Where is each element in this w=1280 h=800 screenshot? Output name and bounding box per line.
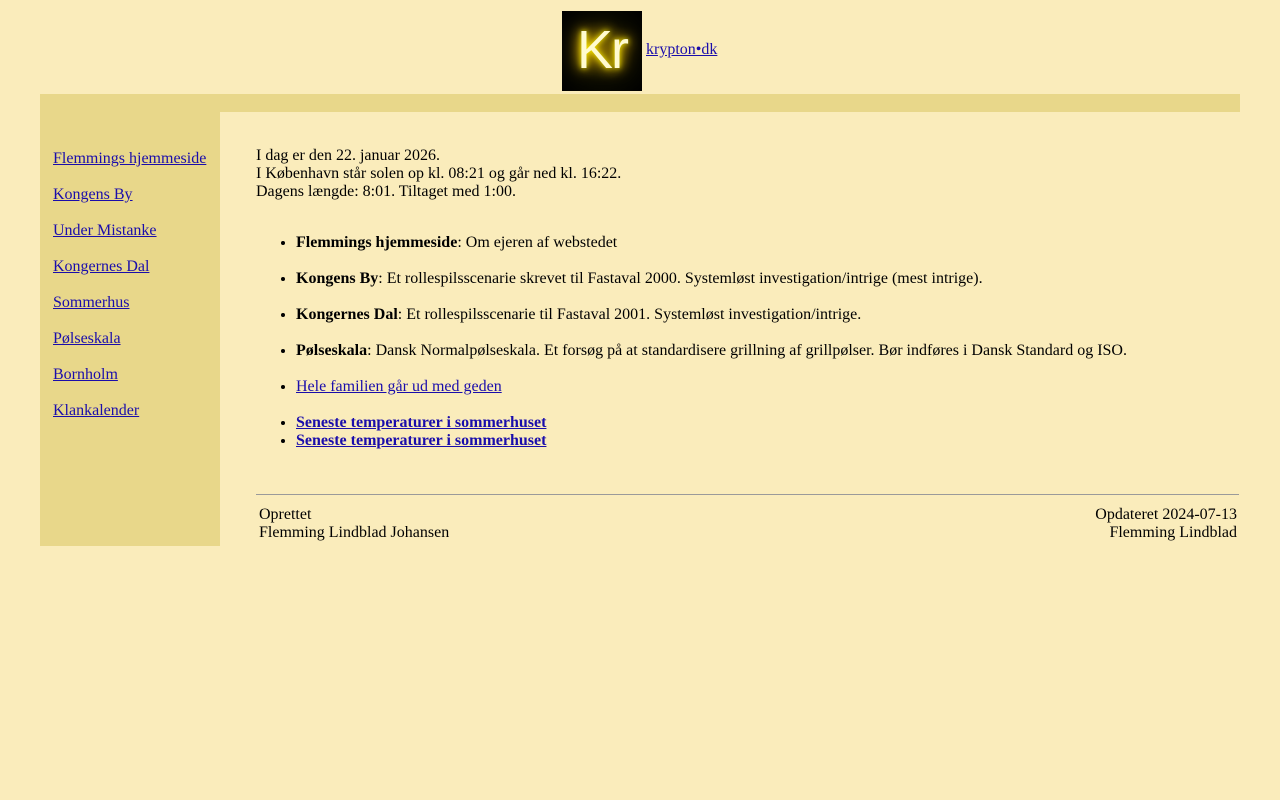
item-title: Kongernes Dal (296, 306, 398, 323)
created-author: Flemming Lindblad Johansen (259, 524, 450, 541)
footer-divider (256, 494, 1239, 495)
nav-link-flemmings-hjemmeside[interactable]: Flemmings hjemmeside (53, 150, 207, 167)
updated-author: Flemming Lindblad (1109, 524, 1237, 541)
sidebar (40, 112, 220, 546)
main-content (256, 147, 1240, 450)
item-description: : Et rollespilsscenarie til Fastaval 2001. Systemløst investigation/intrige. (397, 306, 862, 323)
item-description: : Et rollespilsscenarie skrevet til Fastaval 2000. Systemløst investigation/intrige (mest intrige). (378, 270, 983, 287)
nav-link-polseskala[interactable]: Pølseskala (53, 330, 121, 347)
item-title: Pølseskala (296, 342, 368, 359)
krypton-logo[interactable] (562, 11, 642, 91)
nav-link-kongernes-dal[interactable]: Kongernes Dal (53, 258, 150, 275)
nav-link-klankalender[interactable]: Klankalender (53, 402, 140, 419)
temperature-link-2[interactable] (296, 432, 546, 449)
nav-link-kongens-by[interactable]: Kongens By (53, 186, 133, 203)
list-item (296, 306, 1240, 324)
list-item (296, 432, 1240, 450)
list-item (296, 342, 1240, 360)
updated-label: Opdateret 2024-07-13 (1095, 506, 1237, 523)
top-bar (40, 94, 1240, 112)
footer-updated (1095, 506, 1237, 542)
sun-line: I København står solen op kl. 08:21 og går ned kl. 16:22. (256, 165, 622, 182)
list-item (296, 378, 1240, 396)
list-item (296, 270, 1240, 288)
item-title: Kongens By (296, 270, 379, 287)
site-home-link[interactable]: krypton•dk (646, 41, 718, 58)
temperature-link-label: Seneste temperaturer i sommerhuset (296, 432, 547, 449)
list-item (296, 234, 1240, 252)
logo-text: Kr (577, 20, 627, 80)
date-line: I dag er den 22. januar 2026. (256, 147, 440, 164)
nav-link-bornholm[interactable]: Bornholm (53, 366, 118, 383)
created-label: Oprettet (259, 506, 312, 523)
item-description: : Om ejeren af webstedet (457, 234, 618, 251)
temperature-link-label: Seneste temperaturer i sommerhuset (296, 414, 547, 431)
nav-link-sommerhus[interactable]: Sommerhus (53, 294, 130, 311)
daylength-line: Dagens længde: 8:01. Tiltaget med 1:00. (256, 183, 516, 200)
nav-link-under-mistanke[interactable]: Under Mistanke (53, 222, 157, 239)
list-item (296, 414, 1240, 432)
footer-created (259, 506, 449, 542)
item-title: Flemmings hjemmeside (296, 234, 458, 251)
temperature-link[interactable] (296, 414, 546, 431)
item-description: : Dansk Normalpølseskala. Et forsøg på at standardisere grillning af grillpølser. Bør indføres i Dansk Standard og ISO. (367, 342, 1127, 359)
header (0, 0, 1280, 94)
sidebar-nav (53, 150, 206, 438)
family-goat-link[interactable]: Hele familien går ud med geden (296, 378, 502, 395)
date-info (256, 147, 1240, 201)
site-index-list (256, 234, 1240, 450)
